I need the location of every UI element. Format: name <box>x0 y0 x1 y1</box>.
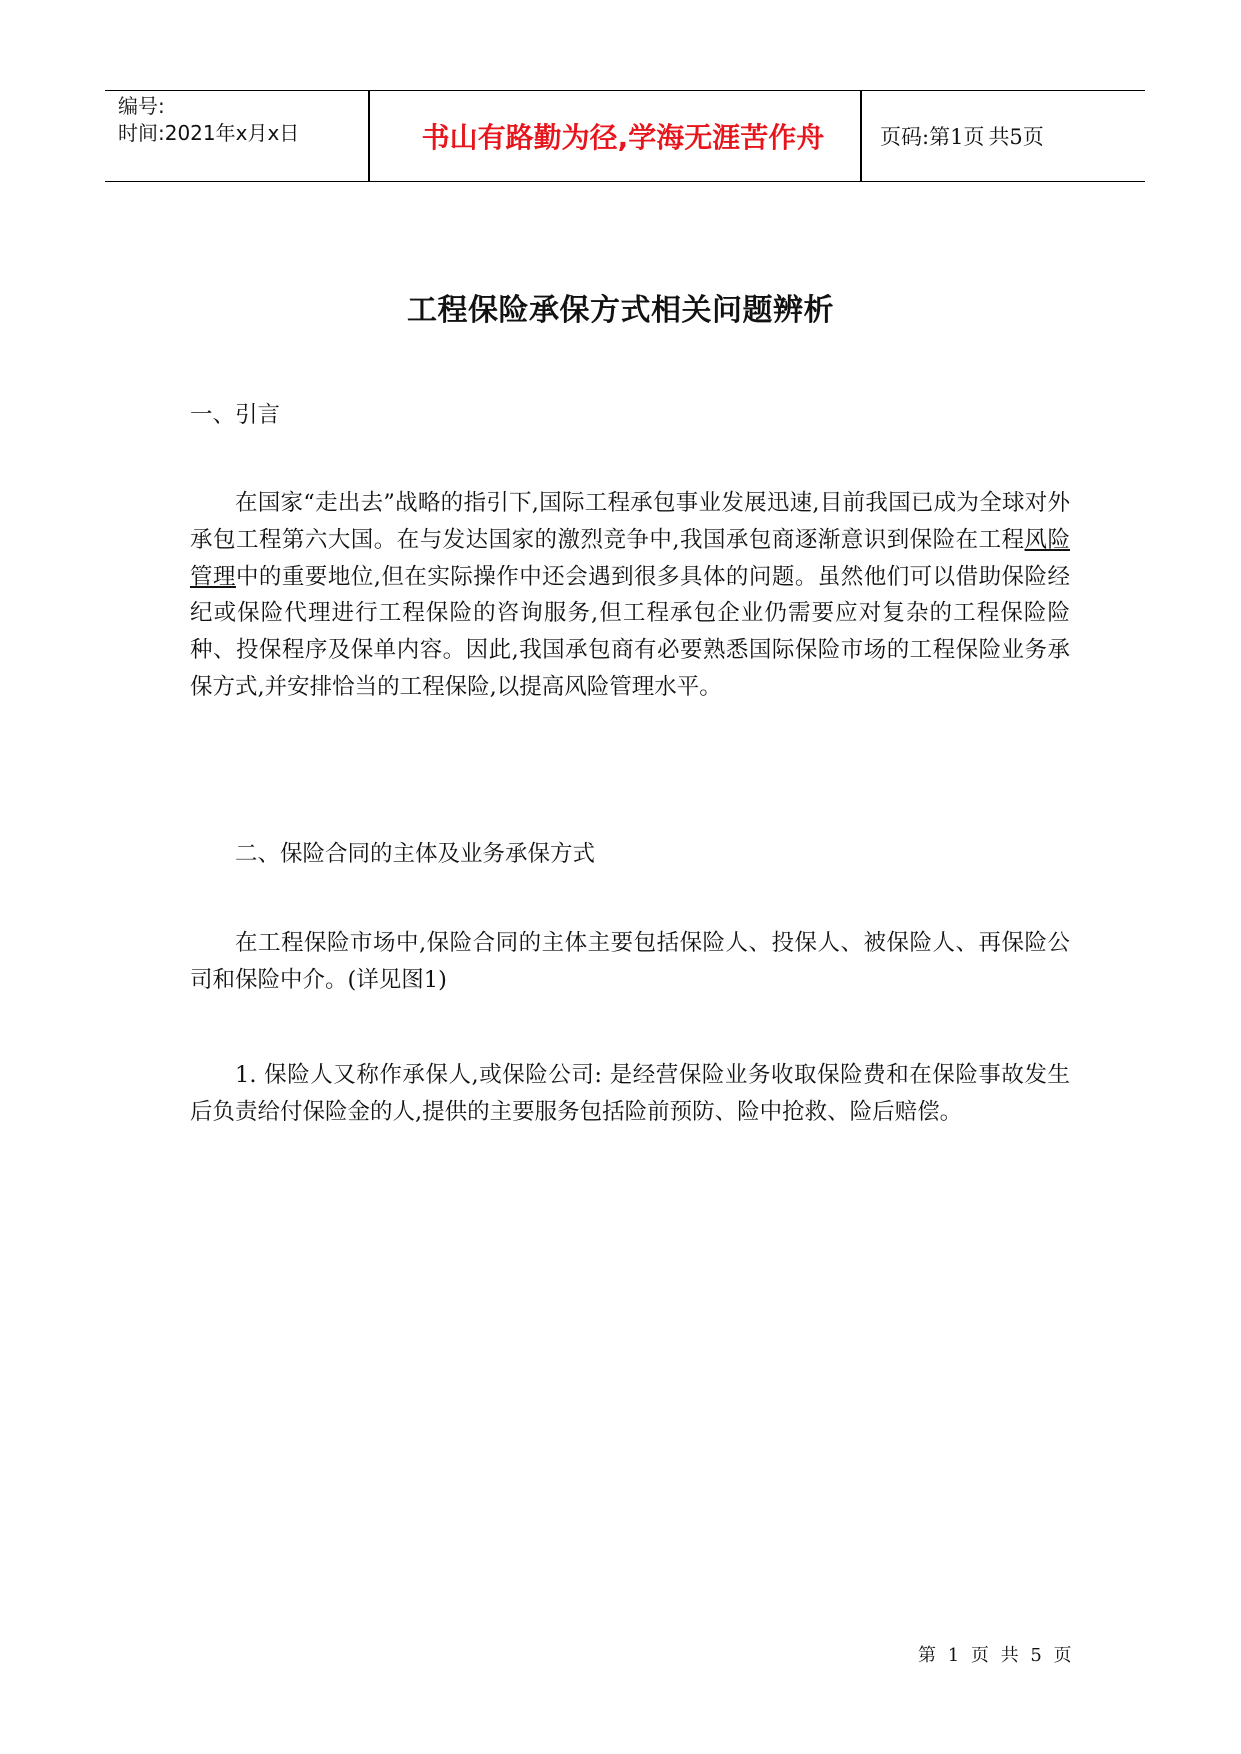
page-number-label: 页码:第1页 <box>880 124 985 149</box>
header-page-info <box>870 91 1140 180</box>
header-motto: 书山有路勤为径,学海无涯苦作舟 <box>421 120 825 154</box>
risk-management-link[interactable]: 风险管理 <box>190 526 1070 590</box>
intro-paragraph <box>190 485 1070 706</box>
doc-number-label: 编号: <box>118 94 165 118</box>
section2-paragraph: 在工程保险市场中,保险合同的主体主要包括保险人、投保人、被保险人、再保险公司和保险中介。(详见图1) <box>190 930 1070 993</box>
intro-text-after: 中的重要地位,但在实际操作中还会遇到很多具体的问题。虽然他们可以借助保险经纪或保险代理进行工程保险的咨询服务,但工程承包企业仍需要应对复杂的工程保险险种、投保程序及保单内容。因此,我国承包商有必要熟悉国际保险市场的工程保险业务承保方式,并安排恰当的工程保险,以提高风险管理水平。 <box>190 563 1070 700</box>
insurer-paragraph: 1. 保险人又称作承保人,或保险公司: 是经营保险业务收取保险费和在保险事故发生后负责给付保险金的人,提供的主要服务包括险前预防、险中抢救、险后赔偿。 <box>190 1062 1070 1125</box>
header-table <box>105 90 1145 182</box>
intro-heading: 一、引言 <box>190 402 281 428</box>
page-total-label: 共5页 <box>988 124 1044 149</box>
page-footer: 第 1 页 共 5 页 <box>918 1645 1072 1666</box>
header-divider-right <box>860 91 862 181</box>
header-divider-left <box>368 91 370 181</box>
document-title: 工程保险承保方式相关问题辨析 <box>407 293 834 328</box>
header-meta <box>118 93 368 147</box>
section2-heading: 二、保险合同的主体及业务承保方式 <box>235 841 596 867</box>
intro-text-before: 在国家“走出去”战略的指引下,国际工程承包事业发展迅速,目前我国已成为全球对外承包工程第六大国。在与发达国家的激烈竞争中,我国承包商逐渐意识到保险在工程 <box>190 490 1070 553</box>
time-label: 时间:2021年x月x日 <box>118 121 300 145</box>
